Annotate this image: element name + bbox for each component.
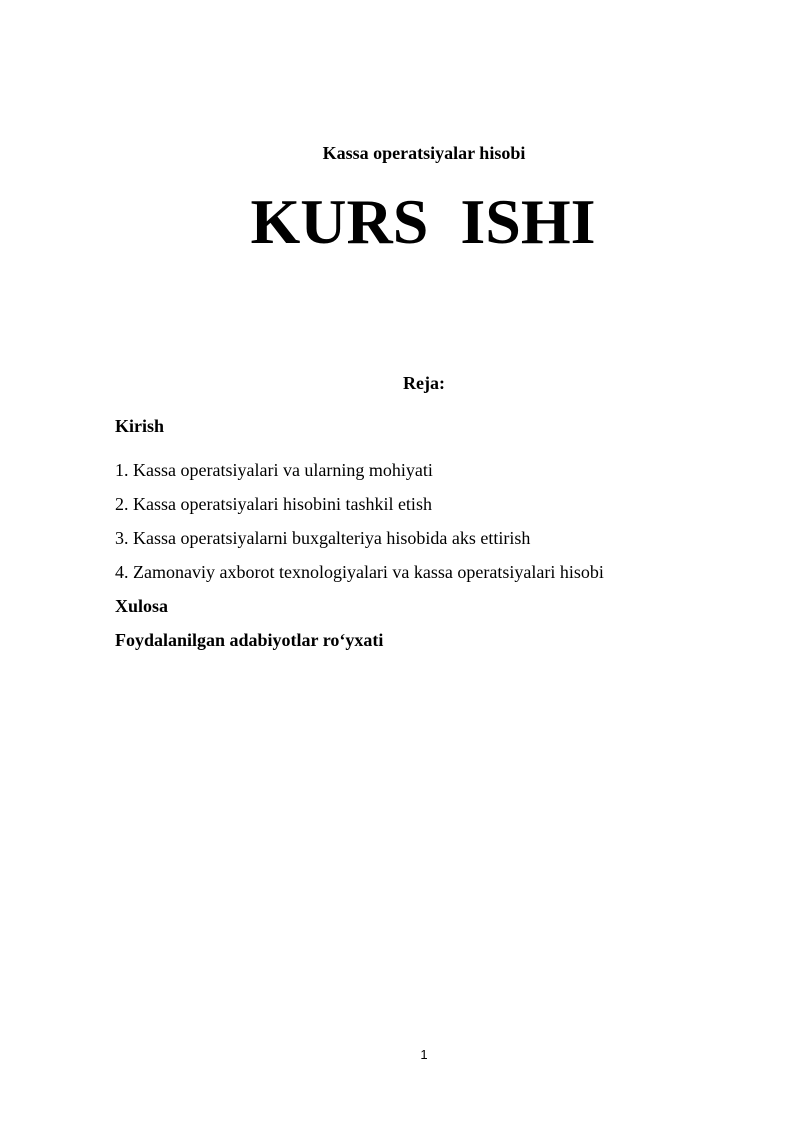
plan-item: 3. Kassa operatsiyalarni buxgalteriya hisobida aks ettirish [115,528,531,548]
page-number: 1 [420,1047,428,1062]
plan-item: 1. Kassa operatsiyalari va ularning mohiyati [115,460,433,480]
document-title: KURS ISHI [250,186,596,257]
plan-references: Foydalanilgan adabiyotlar ro‘yxati [115,630,384,650]
document-subject: Kassa operatsiyalar hisobi [322,143,526,163]
plan-conclusion: Xulosa [115,596,169,616]
plan-intro: Kirish [115,416,165,436]
plan-heading: Reja: [403,373,445,393]
plan-item: 2. Kassa operatsiyalari hisobini tashkil etish [115,494,432,514]
plan-item: 4. Zamonaviy axborot texnologiyalari va kassa operatsiyalari hisobi [115,562,604,582]
